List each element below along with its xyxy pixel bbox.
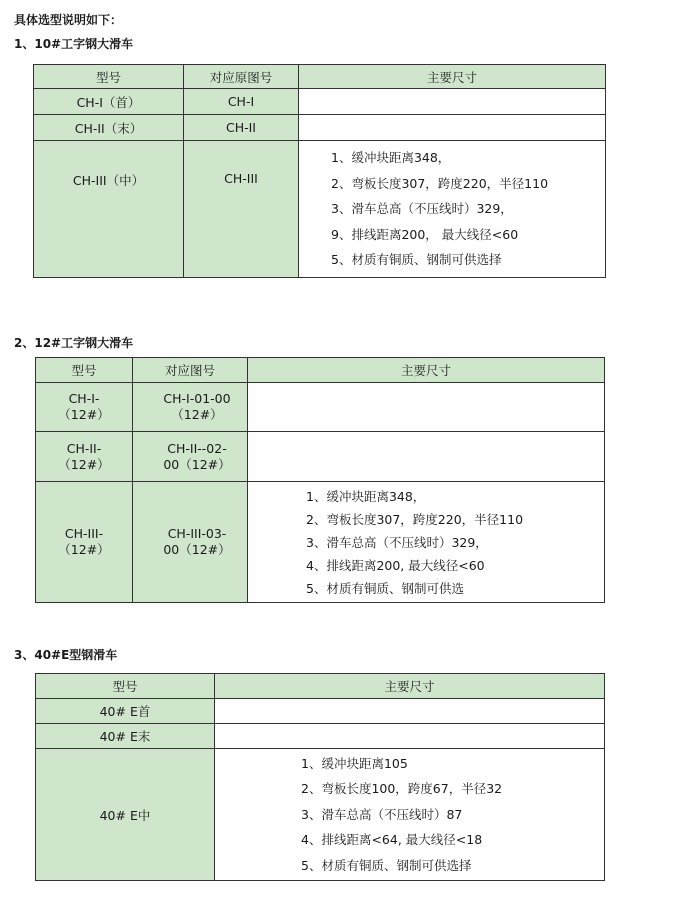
model-line: （12#） [58, 407, 110, 422]
table-row [36, 724, 605, 749]
header-drawing: 对应图号 [133, 358, 248, 383]
specs-cell [248, 432, 605, 482]
header-model: 型号 [36, 358, 133, 383]
spec-line: 5、材质有铜质、钢制可供选 [306, 580, 464, 596]
spec-line: 9、排线距离200， 最大线径<60 [331, 226, 519, 242]
table-row [36, 749, 605, 881]
table-row [34, 141, 606, 278]
header-model: 型号 [36, 674, 215, 699]
model-cell: 40# E中 [36, 749, 215, 881]
drawing-line: CH-I-01-00 [163, 391, 231, 406]
header-specs: 主要尺寸 [215, 674, 605, 699]
model-line: （12#） [58, 456, 110, 472]
spec-line: 3、滑车总高（不压线时）329， [331, 201, 513, 217]
table-row [34, 89, 606, 115]
table-header-row [36, 358, 605, 383]
spec-line: 1、缓冲块距离348， [306, 488, 426, 504]
table-row [34, 115, 606, 141]
specs-cell [299, 89, 606, 115]
spec-line: 2、弯板长度307，跨度220，半径110 [306, 511, 524, 527]
section-2-title: 2、12#工字钢大滑车 [14, 336, 134, 350]
drawing-line: 00（12#） [163, 456, 231, 472]
model-line: CH-III- [64, 526, 104, 541]
table-40e-steel [35, 673, 605, 881]
specs-cell [248, 383, 605, 432]
table-10-steel [33, 64, 606, 278]
drawing-line: 00（12#） [163, 542, 231, 557]
specs-cell [215, 724, 605, 749]
section-3-title: 3、40#E型钢滑车 [14, 648, 118, 662]
model-cell: CH-III（中） [34, 141, 184, 278]
table-12-steel [35, 357, 605, 603]
table-row [36, 383, 605, 432]
table-header-row [36, 674, 605, 699]
model-cell: CH-I（首） [34, 89, 184, 115]
spec-line: 5、材质有铜质、钢制可供选择 [331, 252, 502, 268]
drawing-cell [133, 432, 248, 482]
table-row [36, 432, 605, 482]
intro-text: 具体选型说明如下： [14, 13, 123, 27]
drawing-cell [133, 482, 248, 603]
drawing-cell [133, 383, 248, 432]
model-line: CH-II- [66, 440, 102, 456]
model-line: （12#） [58, 542, 110, 557]
specs-cell [215, 749, 605, 881]
specs-cell [215, 699, 605, 724]
drawing-line: （12#） [171, 407, 223, 422]
model-cell: 40# E首 [36, 699, 215, 724]
specs-cell [299, 141, 606, 278]
specs-cell [248, 482, 605, 603]
model-cell [36, 482, 133, 603]
drawing-cell: CH-II [184, 115, 299, 141]
drawing-line: CH-III-03- [167, 526, 227, 541]
spec-line: 1、缓冲块距离105 [301, 755, 408, 771]
header-specs: 主要尺寸 [248, 358, 605, 383]
model-cell [36, 383, 133, 432]
drawing-cell: CH-I [184, 89, 299, 115]
drawing-line: CH-II--02- [167, 440, 227, 456]
spec-line: 4、排线距离200, 最大线径<60 [306, 557, 485, 573]
spec-line: 3、滑车总高（不压线时）87 [301, 806, 463, 822]
header-specs: 主要尺寸 [299, 65, 606, 89]
table-row [36, 482, 605, 603]
specs-cell [299, 115, 606, 141]
spec-line: 4、排线距离<64, 最大线径<18 [301, 832, 483, 848]
table-header-row [34, 65, 606, 89]
section-1-title: 1、10#工字钢大滑车 [14, 37, 134, 51]
model-line: CH-I- [68, 391, 100, 406]
header-drawing: 对应原图号 [184, 65, 299, 89]
header-model: 型号 [34, 65, 184, 89]
model-cell [36, 432, 133, 482]
spec-line: 3、滑车总高（不压线时）329， [306, 534, 488, 550]
spec-line: 2、弯板长度100，跨度67，半径32 [301, 781, 503, 797]
spec-line: 5、材质有铜质、钢制可供选择 [301, 857, 472, 873]
table-row [36, 699, 605, 724]
model-cell: CH-II（末） [34, 115, 184, 141]
model-cell: 40# E末 [36, 724, 215, 749]
spec-line: 2、弯板长度307，跨度220，半径110 [331, 175, 549, 191]
spec-line: 1、缓冲块距离348， [331, 150, 451, 166]
drawing-cell: CH-III [184, 141, 299, 278]
